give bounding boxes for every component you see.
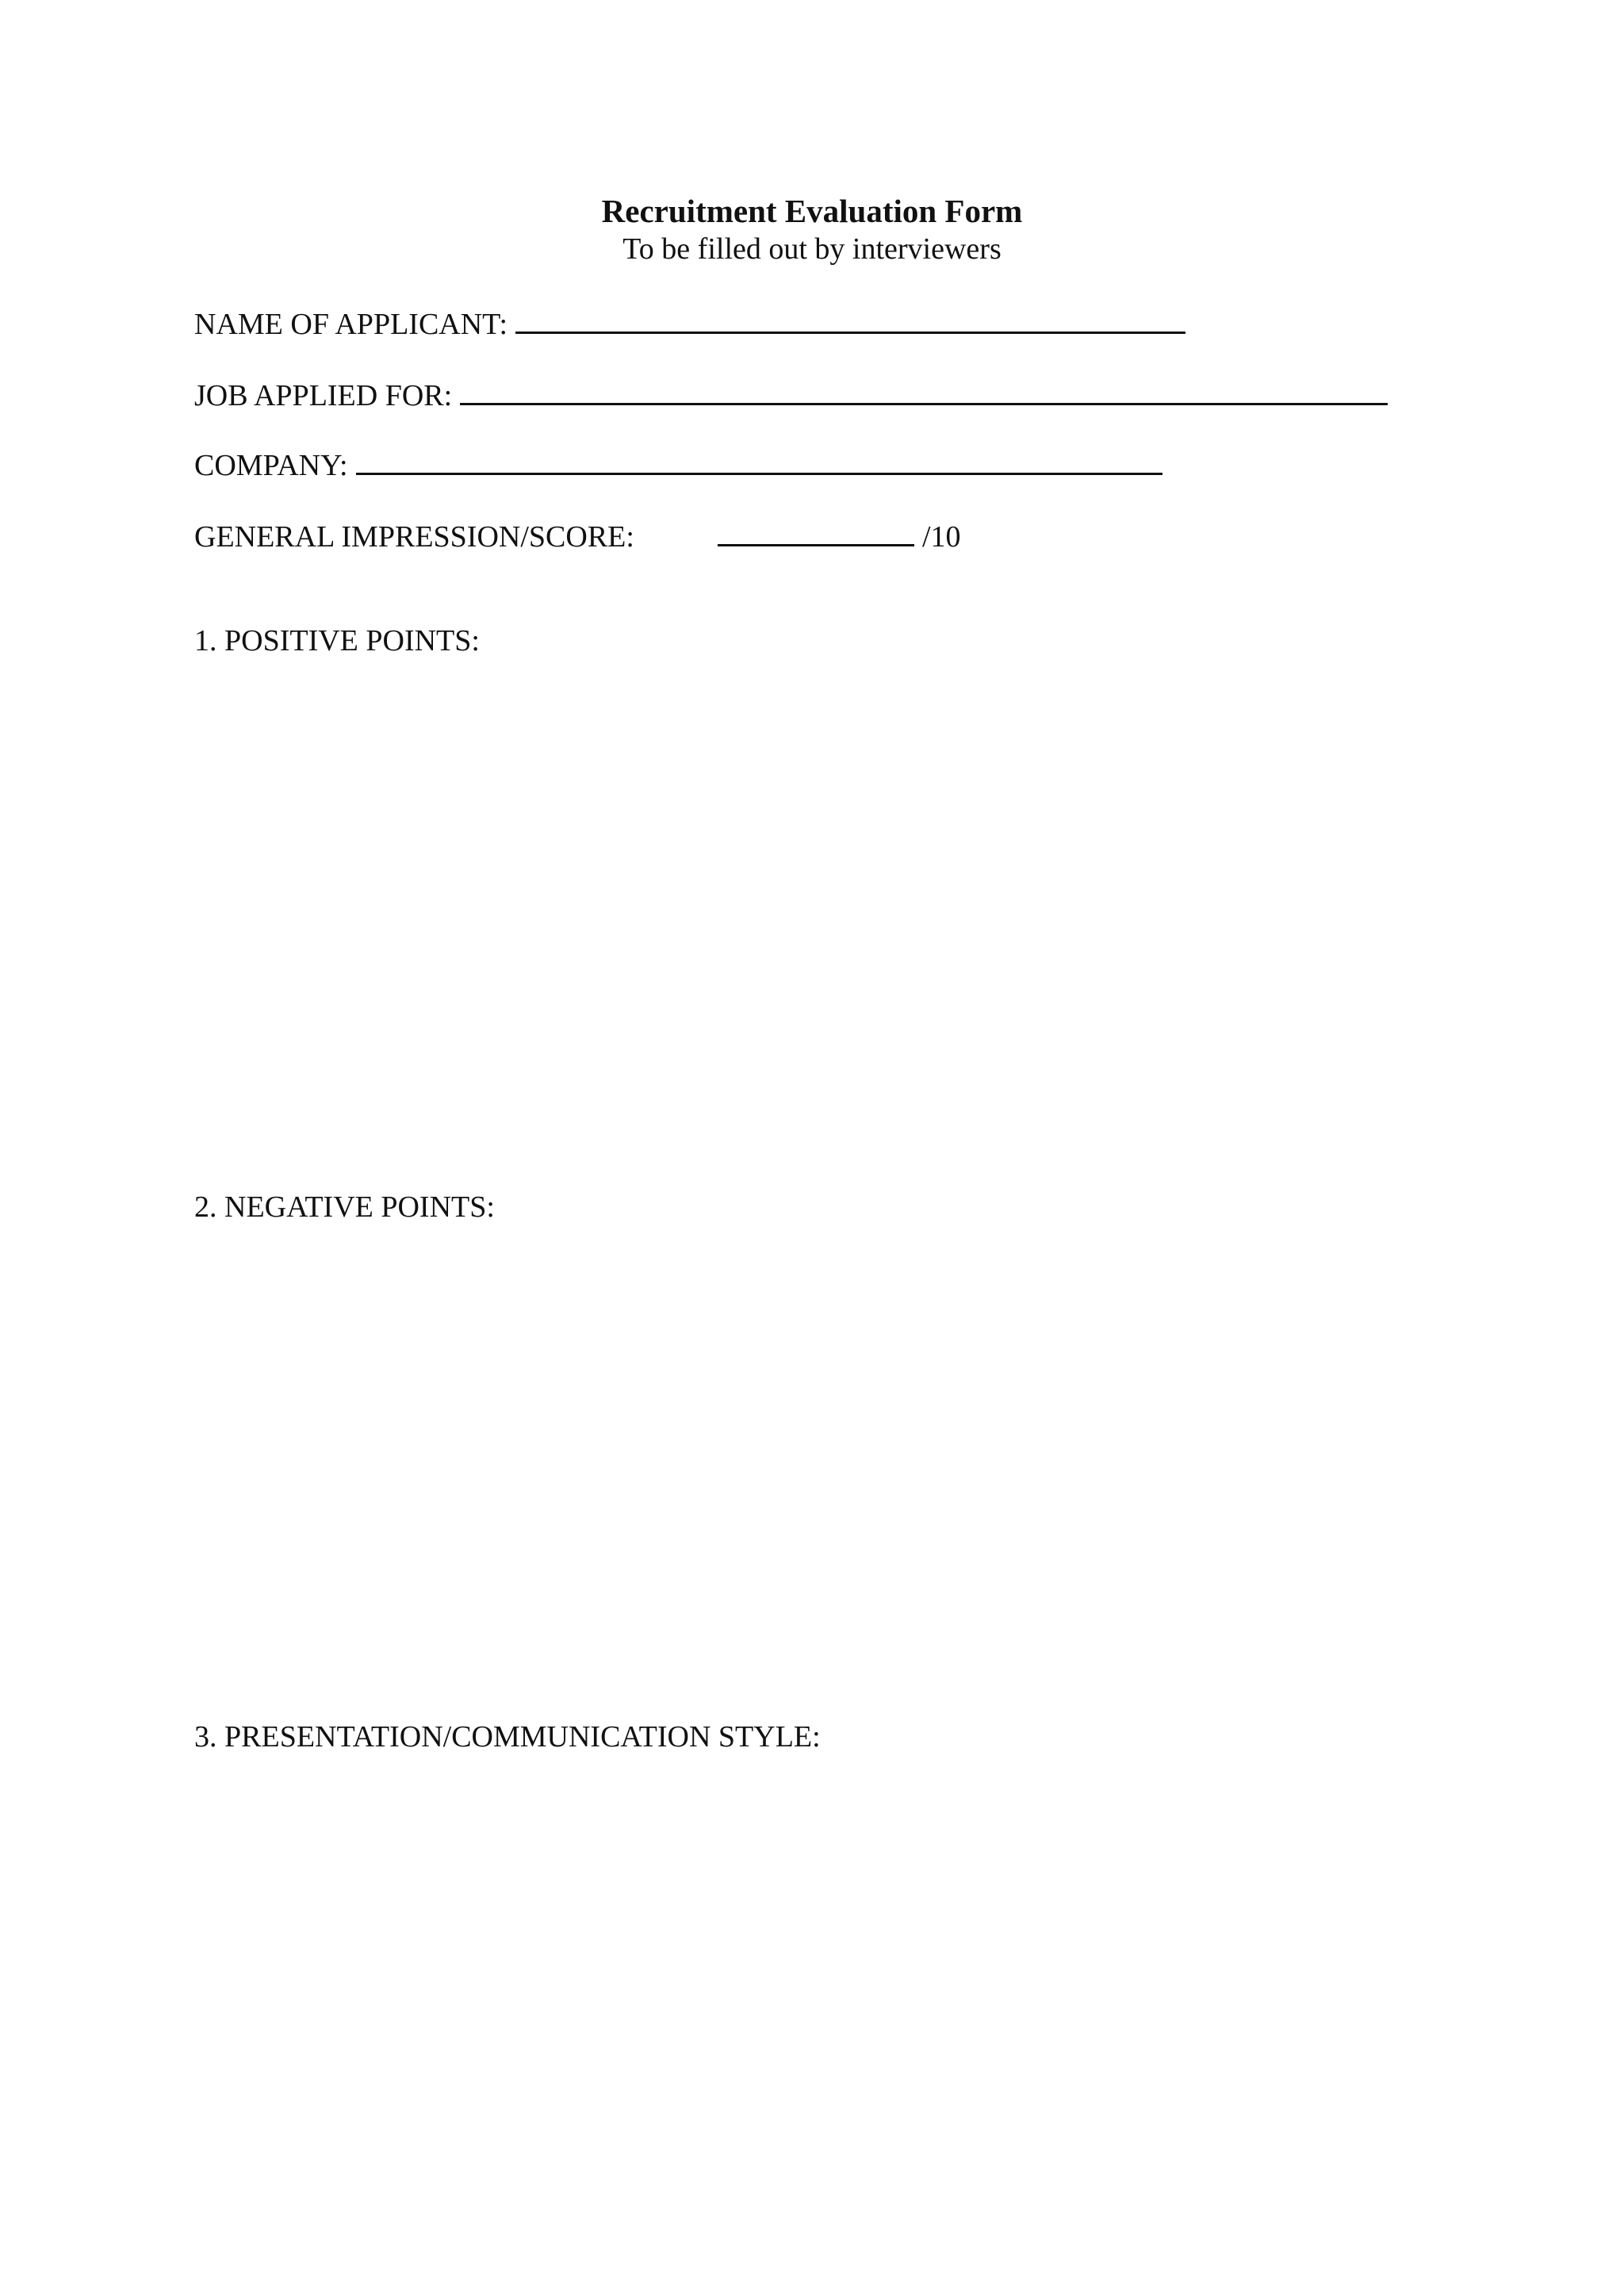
positive-points-heading: 1. POSITIVE POINTS:: [194, 624, 480, 657]
company-blank[interactable]: [356, 444, 1162, 475]
score-field: [194, 516, 961, 556]
form-title: Recruitment Evaluation Form: [601, 193, 1023, 229]
job-applied-field: [194, 374, 1388, 415]
score-label: GENERAL IMPRESSION/SCORE:: [194, 520, 634, 554]
company-label: COMPANY:: [194, 449, 348, 482]
negative-points-heading: 2. NEGATIVE POINTS:: [194, 1190, 495, 1224]
applicant-name-blank[interactable]: [515, 303, 1185, 334]
presentation-style-heading: 3. PRESENTATION/COMMUNICATION STYLE:: [194, 1720, 821, 1754]
score-blank[interactable]: [718, 516, 914, 546]
job-applied-blank[interactable]: [460, 374, 1388, 405]
applicant-name-label: NAME OF APPLICANT:: [194, 308, 508, 341]
job-applied-label: JOB APPLIED FOR:: [194, 379, 453, 412]
score-suffix: /10: [921, 520, 961, 554]
company-field: [194, 444, 1162, 485]
form-subtitle: To be filled out by interviewers: [622, 232, 1002, 266]
applicant-name-field: [194, 303, 1185, 343]
